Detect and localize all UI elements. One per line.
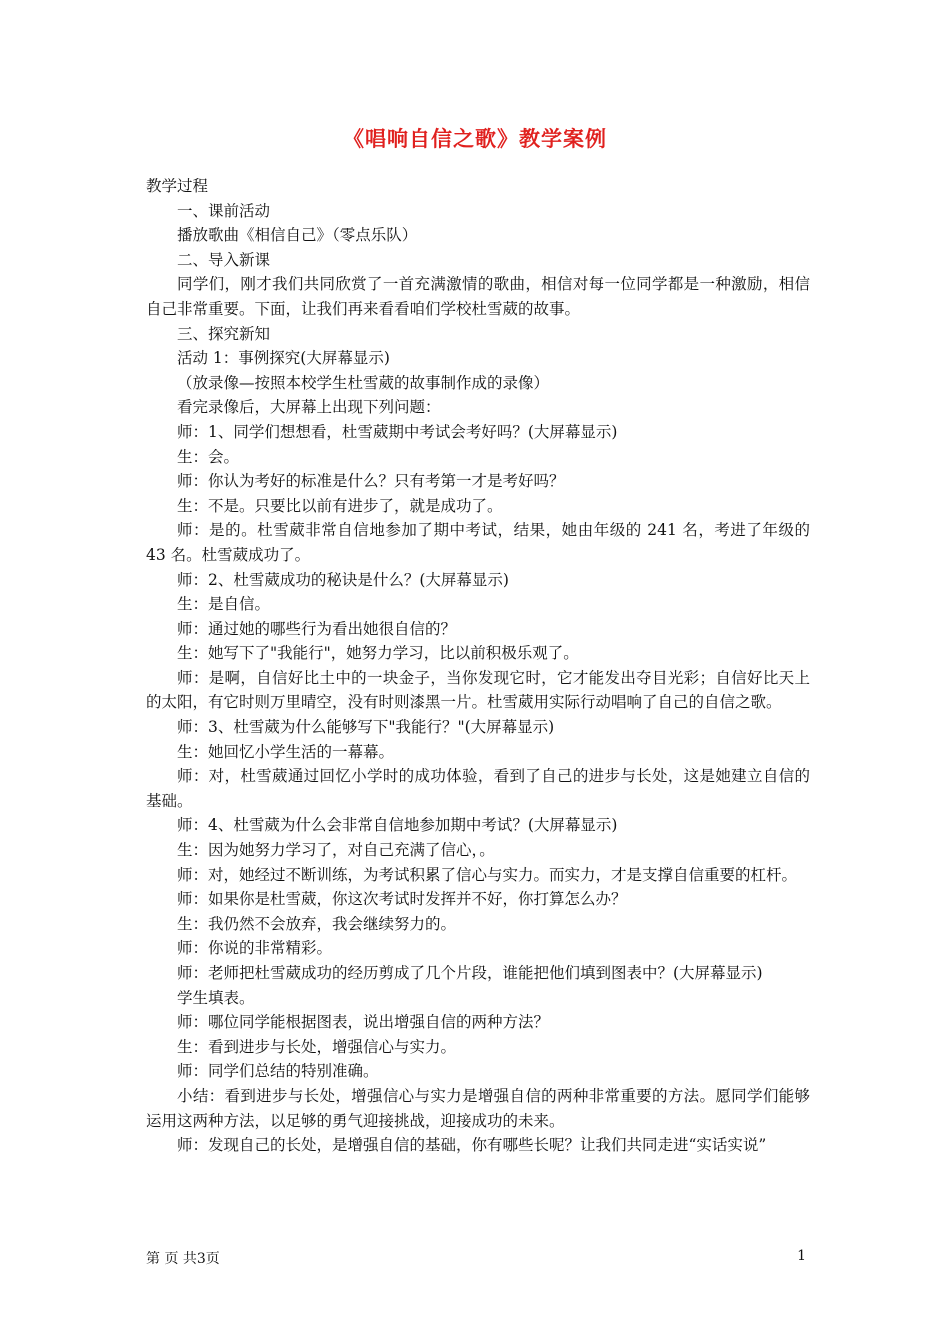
paragraph: 生：她回忆小学生活的一幕幕。: [177, 742, 395, 761]
paragraph: 生：看到进步与长处，增强信心与实力。: [177, 1037, 457, 1056]
paragraph: 师：是的。杜雪葳非常自信地参加了期中考试，结果，她由年级的 241 名，考进了年级的 43 名。杜雪葳成功了。: [146, 521, 810, 564]
paragraph: 看完录像后，大屏幕上出现下列问题：: [177, 398, 441, 417]
paragraph: 教学过程: [146, 177, 209, 195]
paragraph: 师：你说的非常精彩。: [177, 939, 333, 958]
paragraph: 生：我仍然不会放弃，我会继续努力的。: [177, 914, 457, 933]
paragraph: 师：对，她经过不断训练，为考试积累了信心与实力。而实力，才是支撑自信重要的杠杆。: [177, 865, 798, 884]
paragraph: 学生填表。: [177, 988, 255, 1007]
page-number: 1: [797, 1248, 806, 1264]
paragraph: 生：是自信。: [177, 595, 271, 614]
paragraph: 师：老师把杜雪葳成功的经历剪成了几个片段，谁能把他们填到图表中？(大屏幕显示): [177, 964, 763, 982]
paragraph: 生：她写下了"我能行"，她努力学习，比以前积极乐观了。: [177, 644, 579, 663]
page-count-footer: 第 页 共3页: [146, 1251, 220, 1267]
paragraph: 师：你认为考好的标准是什么？只有考第一才是考好吗？: [177, 472, 565, 491]
paragraph: 师：同学们总结的特别准确。: [177, 1062, 379, 1081]
paragraph: 二、导入新课: [177, 250, 271, 269]
paragraph: 生：因为她努力学习了，对自己充满了信心，。: [177, 841, 495, 860]
paragraph: 师：3、杜雪葳为什么能够写下"我能行？"(大屏幕显示): [177, 718, 555, 737]
paragraph: 生：会。: [177, 447, 240, 466]
paragraph: 师：通过她的哪些行为看出她很自信的？: [177, 619, 457, 638]
paragraph: 生：不是。只要比以前有进步了，就是成功了。: [177, 496, 503, 515]
paragraph: 一、课前活动: [177, 201, 271, 220]
paragraph: 同学们，刚才我们共同欣赏了一首充满激情的歌曲，相信对每一位同学都是一种激励，相信自己非常重要。下面，让我们再来看看咱们学校杜雪葳的故事。: [146, 275, 810, 318]
paragraph: 师：2、杜雪葳成功的秘诀是什么？(大屏幕显示): [177, 570, 509, 589]
paragraph: 师：1、同学们想想看，杜雪葳期中考试会考好吗？(大屏幕显示): [177, 422, 618, 441]
paragraph: 师：发现自己的长处，是增强自信的基础，你有哪些长呢？让我们共同走进“实话实说”: [177, 1136, 767, 1155]
paragraph: 小结：看到进步与长处，增强信心与实力是增强自信的两种非常重要的方法。愿同学们能够运用这两种方法，以足够的勇气迎接挑战，迎接成功的未来。: [146, 1086, 810, 1130]
paragraph: 师：如果你是杜雪葳，你这次考试时发挥并不好，你打算怎么办？: [177, 890, 627, 909]
document-title: 《唱响自信之歌》教学案例: [343, 126, 607, 151]
paragraph: 师：对，杜雪葳通过回忆小学时的成功体验，看到了自己的进步与长处，这是她建立自信的基础。: [146, 767, 810, 810]
paragraph: 师：4、杜雪葳为什么会非常自信地参加期中考试？(大屏幕显示): [177, 816, 618, 835]
paragraph: 三、探究新知: [177, 324, 271, 343]
paragraph: （放录像—按照本校学生杜雪葳的故事制作成的录像）: [177, 373, 550, 392]
paragraph: 师：哪位同学能根据图表，说出增强自信的两种方法？: [177, 1013, 550, 1032]
paragraph: 师：是啊，自信好比土中的一块金子，当你发现它时，它才能发出夺目光彩；自信好比天上的太阳，有它时则万里晴空，没有时则漆黑一片。杜雪葳用实际行动唱响了自己的自信之歌。: [146, 668, 810, 712]
paragraph: 播放歌曲《相信自己》（零点乐队）: [177, 226, 418, 245]
paragraph: 活动 1：事例探究(大屏幕显示): [177, 349, 390, 368]
document-body: [146, 174, 810, 1158]
